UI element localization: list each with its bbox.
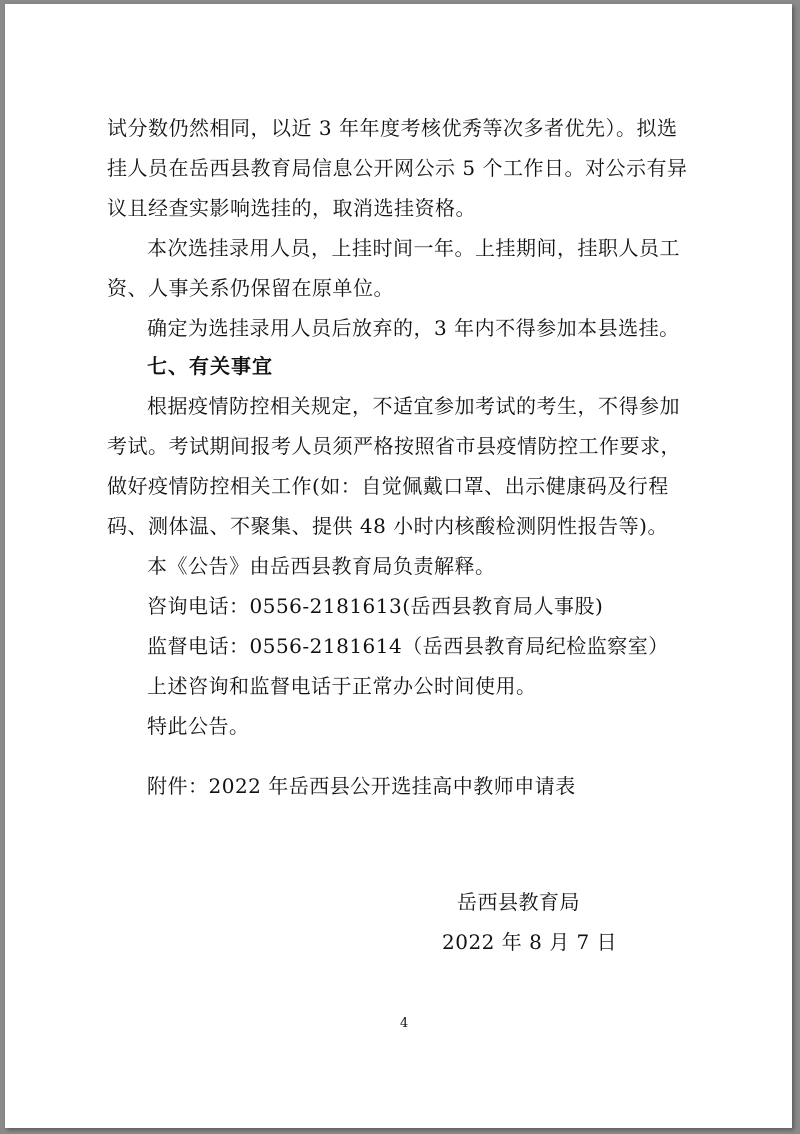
paragraph-line: 本次选挂录用人员，上挂时间一年。上挂期间，挂职人员工 <box>147 236 680 260</box>
paragraph-line: 议且经查实影响选挂的，取消选挂资格。 <box>107 196 476 220</box>
signature-organization: 岳西县教育局 <box>457 890 580 914</box>
document-page <box>5 4 792 1128</box>
section-heading: 七、有关事宜 <box>147 354 273 378</box>
paragraph-line: 做好疫情防控相关工作(如：自觉佩戴口罩、出示健康码及行程 <box>107 474 669 498</box>
closing-line: 特此公告。 <box>147 714 250 738</box>
paragraph-line: 本《公告》由岳西县教育局负责解释。 <box>147 554 496 578</box>
attachment-line: 附件：2022 年岳西县公开选挂高中教师申请表 <box>147 774 576 798</box>
paragraph-line: 确定为选挂录用人员后放弃的，3 年内不得参加本县选挂。 <box>147 316 680 340</box>
paragraph-line: 资、人事关系仍保留在原单位。 <box>107 276 394 300</box>
page-number: 4 <box>400 1016 409 1031</box>
paragraph-line: 试分数仍然相同，以近 3 年年度考核优秀等次多者优先）。拟选 <box>107 116 678 140</box>
signature-date: 2022 年 8 月 7 日 <box>442 930 618 954</box>
paragraph-line: 根据疫情防控相关规定，不适宜参加考试的考生，不得参加 <box>147 394 680 418</box>
paragraph-line: 码、测体温、不聚集、提供 48 小时内核酸检测阴性报告等)。 <box>107 514 668 538</box>
contact-line: 咨询电话：0556-2181613(岳西县教育局人事股) <box>147 594 604 618</box>
supervision-line: 监督电话：0556-2181614（岳西县教育局纪检监察室） <box>147 634 669 658</box>
paragraph-line: 考试。考试期间报考人员须严格按照省市县疫情防控工作要求， <box>107 434 681 458</box>
paragraph-line: 上述咨询和监督电话于正常办公时间使用。 <box>147 674 537 698</box>
paragraph-line: 挂人员在岳西县教育局信息公开网公示 5 个工作日。对公示有异 <box>107 156 688 180</box>
